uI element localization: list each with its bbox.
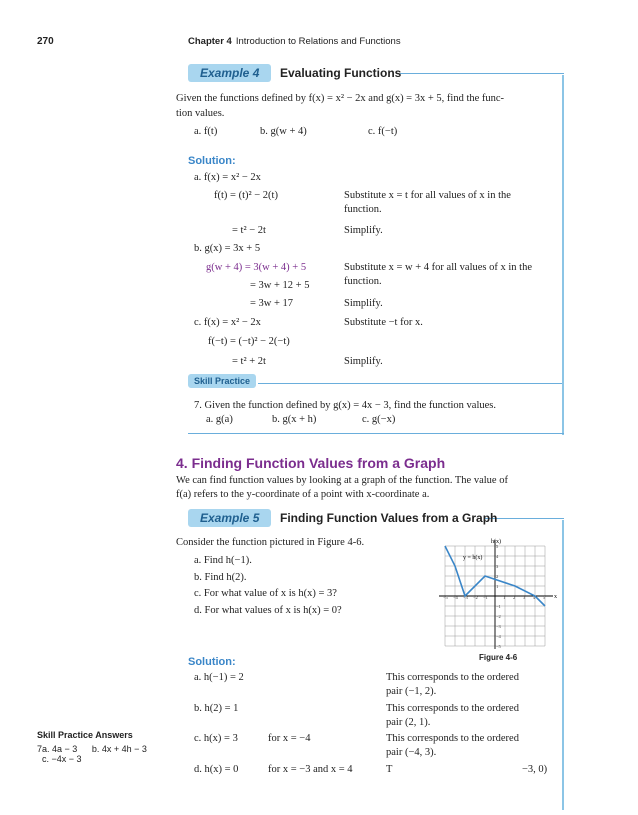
ex4-a-note1: Substitute x = t for all values of x in the bbox=[344, 190, 511, 201]
y-tick-label: 2 bbox=[496, 574, 499, 579]
x-tick-label: 1 bbox=[503, 595, 506, 600]
y-tick-label: −1 bbox=[496, 604, 501, 609]
graph-tick-labels bbox=[443, 544, 546, 649]
skill-practice-b: b. g(x + h) bbox=[272, 414, 317, 425]
x-tick-label: −5 bbox=[443, 595, 448, 600]
y-tick-label: 5 bbox=[496, 544, 499, 549]
ex5-answer-c-note1: This corresponds to the ordered bbox=[386, 733, 519, 744]
y-tick-label: 1 bbox=[496, 584, 499, 589]
example5-q-c: c. For what value of x is h(x) = 3? bbox=[194, 588, 337, 599]
ex4-a-head: a. f(x) = x² − 2x bbox=[194, 172, 261, 183]
ex4-c-note2: Simplify. bbox=[344, 356, 383, 367]
x-tick-label: 3 bbox=[523, 595, 526, 600]
ex4-b-step3: = 3w + 17 bbox=[250, 298, 294, 309]
skill-answer-7a: 7a. 4a − 3 bbox=[37, 744, 78, 754]
skill-answer-7b: b. 4x + 4h − 3 bbox=[91, 744, 147, 754]
ex4-a-step1: f(t) = (t)² − 2(t) bbox=[214, 190, 278, 201]
ex5-answer-d: d. h(x) = 0 bbox=[194, 764, 239, 775]
ex4-b-note2: function. bbox=[344, 276, 382, 287]
ex4-a-step2: = t² − 2t bbox=[232, 225, 266, 236]
ex4-c-step1: f(−t) = (−t)² − 2(−t) bbox=[208, 336, 290, 347]
y-tick-label: 3 bbox=[496, 564, 499, 569]
ex5-answer-b: b. h(2) = 1 bbox=[194, 703, 239, 714]
ex4-b-head: b. g(x) = 3x + 5 bbox=[194, 243, 261, 254]
example5-q-d: d. For what values of x is h(x) = 0? bbox=[194, 605, 342, 616]
example4-border bbox=[562, 75, 564, 435]
skill-answers-title: Skill Practice Answers bbox=[37, 730, 133, 740]
example4-rule bbox=[400, 73, 564, 74]
chapter-title: Introduction to Relations and Functions bbox=[235, 36, 401, 47]
y-tick-label: −2 bbox=[496, 614, 501, 619]
x-tick-label: −4 bbox=[453, 595, 458, 600]
example4-intro-2: tion values. bbox=[176, 108, 225, 119]
example5-title: Finding Function Values from a Graph bbox=[280, 511, 498, 525]
example5-q-b: b. Find h(2). bbox=[194, 572, 247, 583]
skill-answers-line1 bbox=[37, 744, 147, 754]
example4-intro-1: Given the functions defined by f(x) = x² − 2x and g(x) = 3x + 5, find the func- bbox=[176, 93, 505, 104]
ex4-c-note1: Substitute −t for x. bbox=[344, 317, 423, 328]
y-tick-label: −3 bbox=[496, 624, 501, 629]
y-tick-label: −5 bbox=[496, 644, 501, 649]
ex5-answer-c-note2: pair (−4, 3). bbox=[386, 747, 437, 758]
section-heading: 4. Finding Function Values from a Graph bbox=[176, 455, 446, 471]
ex5-answer-a-note2: pair (−1, 2). bbox=[386, 686, 437, 697]
example5-border bbox=[562, 520, 564, 810]
graph-x-axis-label: x bbox=[554, 594, 557, 600]
ex4-b-note3: Simplify. bbox=[344, 298, 383, 309]
figure-4-6-graph bbox=[432, 534, 558, 650]
x-tick-label: −2 bbox=[473, 595, 478, 600]
example5-intro: Consider the function pictured in Figure 4-6. bbox=[176, 537, 365, 548]
skill-practice-question: 7. Given the function defined by g(x) = 4x − 3, find the function values. bbox=[194, 400, 496, 411]
ex4-a-note3: Simplify. bbox=[344, 225, 383, 236]
ex5-answer-a: a. h(−1) = 2 bbox=[194, 672, 244, 683]
section-para-2: f(a) refers to the y-coordinate of a point with x-coordinate a. bbox=[176, 489, 430, 500]
x-tick-label: −3 bbox=[463, 595, 468, 600]
ex4-b-step1: g(w + 4) = 3(w + 4) + 5 bbox=[206, 262, 307, 273]
example4-part-b: b. g(w + 4) bbox=[260, 126, 307, 137]
example4-part-c: c. f(−t) bbox=[368, 126, 398, 137]
ex5-answer-a-note1: This corresponds to the ordered bbox=[386, 672, 519, 683]
skill-practice-label: Skill Practice bbox=[188, 374, 256, 388]
ex5-answer-d-mid: for x = −3 and x = 4 bbox=[268, 764, 353, 775]
x-tick-label: 2 bbox=[513, 595, 516, 600]
running-header bbox=[188, 36, 401, 47]
ex4-c-head: c. f(x) = x² − 2x bbox=[194, 317, 261, 328]
x-tick-label: 4 bbox=[533, 595, 536, 600]
example4-solution-label: Solution: bbox=[188, 155, 236, 167]
skill-practice-c: c. g(−x) bbox=[362, 414, 396, 425]
skill-answers bbox=[37, 730, 147, 764]
example4-title: Evaluating Functions bbox=[280, 66, 402, 80]
figure-caption: Figure 4-6 bbox=[479, 653, 518, 662]
ex5-answer-b-note2: pair (2, 1). bbox=[386, 717, 431, 728]
ex4-a-note2: function. bbox=[344, 204, 382, 215]
example4-label: Example 4 bbox=[188, 64, 271, 82]
example4-bottom-rule bbox=[188, 433, 564, 434]
x-tick-label: −1 bbox=[483, 595, 488, 600]
chapter-label: Chapter 4 bbox=[188, 36, 232, 47]
example5-header bbox=[188, 511, 497, 525]
skill-practice-rule bbox=[258, 383, 562, 384]
skill-answer-7c: c. −4x − 3 bbox=[42, 754, 82, 764]
ex5-answer-c-mid: for x = −4 bbox=[268, 733, 311, 744]
skill-practice-header bbox=[188, 376, 256, 387]
example4-part-a: a. f(t) bbox=[194, 126, 218, 137]
ex5-answer-b-note1: This corresponds to the ordered bbox=[386, 703, 519, 714]
ex4-c-step2: = t² + 2t bbox=[232, 356, 266, 367]
ex5-answer-c: c. h(x) = 3 bbox=[194, 733, 238, 744]
ex4-b-step2: = 3w + 12 + 5 bbox=[250, 280, 310, 291]
skill-practice-a: a. g(a) bbox=[206, 414, 233, 425]
example5-q-a: a. Find h(−1). bbox=[194, 555, 252, 566]
section-para-1: We can find function values by looking at a graph of the function. The value of bbox=[176, 475, 508, 486]
ex5-answer-d-note1: T bbox=[386, 764, 393, 775]
x-tick-label: 5 bbox=[543, 595, 546, 600]
y-tick-label: −4 bbox=[496, 634, 501, 639]
ex4-b-note1: Substitute x = w + 4 for all values of x in the bbox=[344, 262, 532, 273]
y-tick-label: 4 bbox=[496, 554, 499, 559]
page-number: 270 bbox=[37, 36, 54, 47]
example5-solution-label: Solution: bbox=[188, 656, 236, 668]
graph-y-axis-label: h(x) bbox=[491, 539, 501, 545]
graph-curve-label: y = h(x) bbox=[463, 555, 483, 561]
ex5-answer-d-note2: −3, 0) bbox=[522, 764, 548, 775]
example4-header bbox=[188, 66, 401, 80]
example5-label: Example 5 bbox=[188, 509, 271, 527]
